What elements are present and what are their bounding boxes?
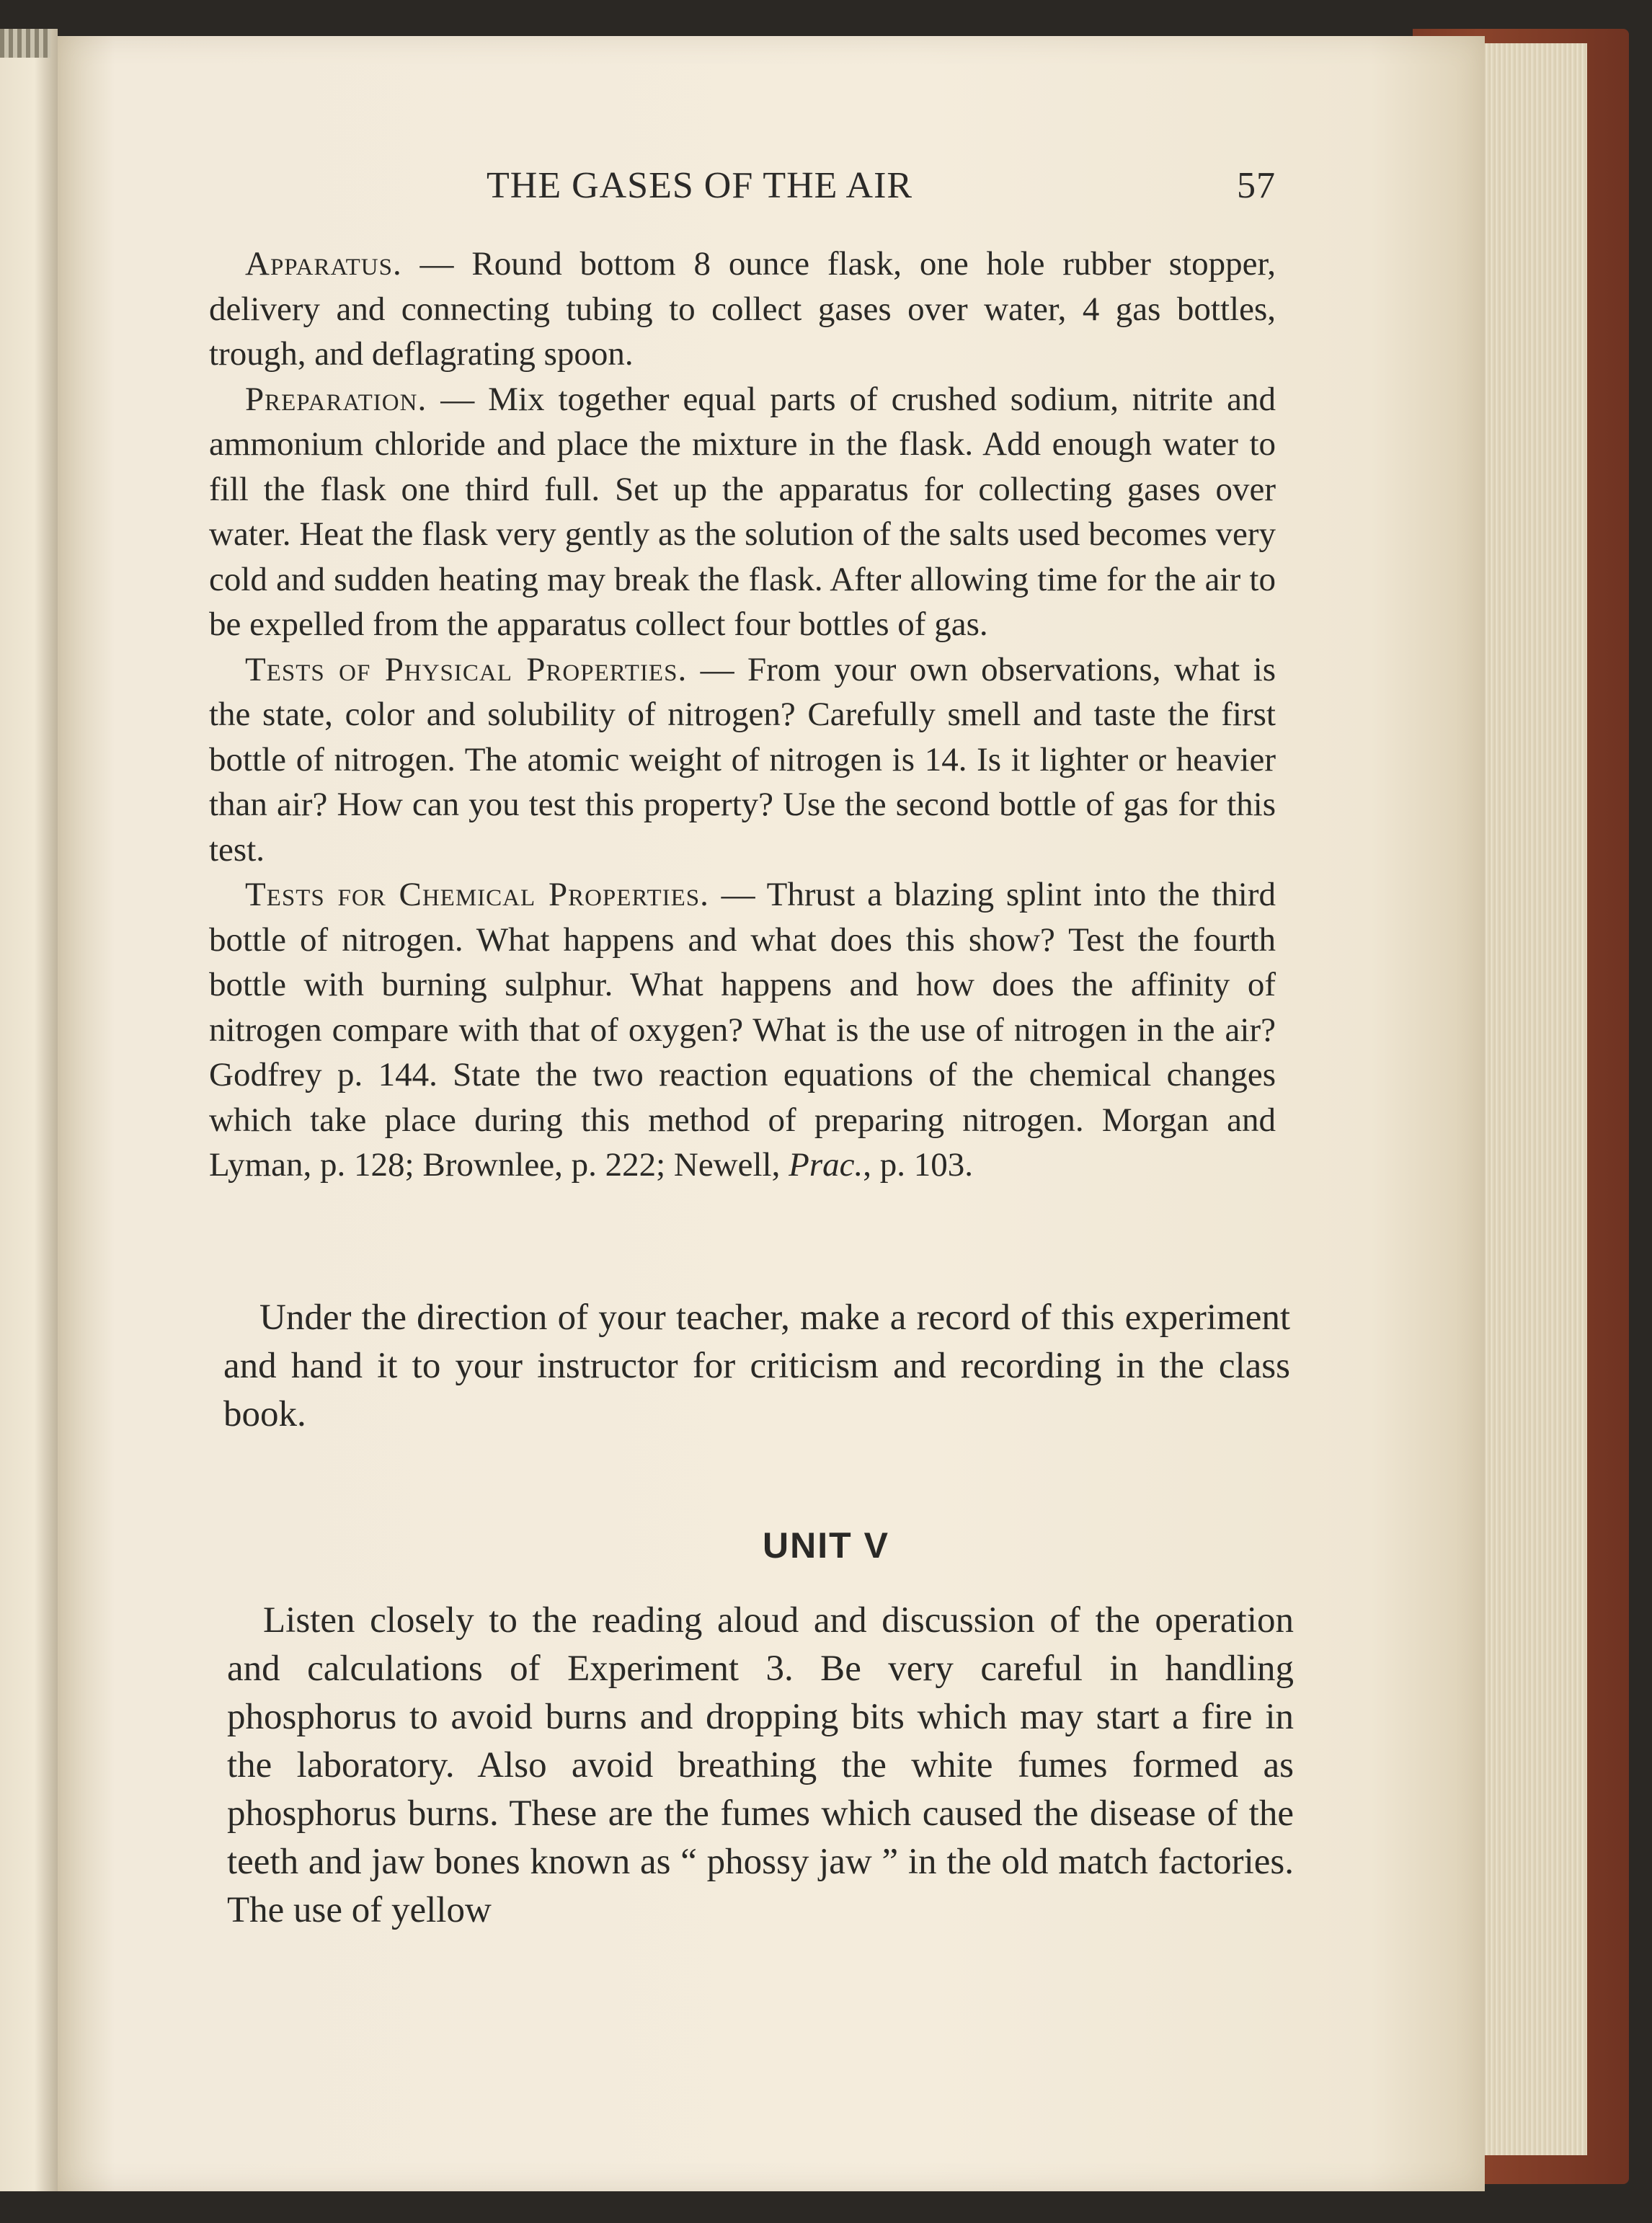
chemical-properties-text-end: , p. 103.: [863, 1146, 973, 1184]
apparatus-paragraph: [209, 241, 1276, 377]
binding-band: [0, 29, 50, 58]
left-page-edge: [0, 29, 58, 2191]
apparatus-label: Apparatus.: [245, 245, 402, 283]
page-number: 57: [1237, 165, 1276, 206]
record-instruction: Under the direction of your teacher, make a record of this experiment and hand it to your instructor for criticism and recording in the class book.: [223, 1297, 1290, 1434]
record-instruction-block: [223, 1294, 1290, 1439]
physical-properties-paragraph: [209, 647, 1276, 873]
chemical-properties-paragraph: [209, 872, 1276, 1188]
preparation-paragraph: [209, 377, 1276, 647]
page-stack-edge: [1470, 43, 1587, 2155]
running-title: THE GASES OF THE AIR: [487, 165, 913, 206]
apparatus-text: — Round bottom 8 ounce flask, one hole rubber stopper, delivery and connecting tubing to collect gases over water, 4 gas bottles, trough, and deflagrating spoon.: [209, 245, 1276, 373]
physical-properties-label: Tests of Physical Properties.: [245, 650, 688, 688]
preparation-text: — Mix together equal parts of crushed sodium, nitrite and ammonium chloride and place the mixture in the flask. Add enough water to fill the flask one third full. Set up the apparatus for collecting gases over water. Heat the flask very gently as the solution of the salts used becomes very cold and sudden heating may break the flask. After allowing time for the air to be expelled from the apparatus collect four bottles of gas.: [209, 380, 1276, 643]
unit-text: Listen closely to the reading aloud and discussion of the operation and calculations of Experiment 3. Be very careful in handling phosphorus to avoid burns and dropping bits which may start a fire in the laboratory. Also avoid breathing the white fumes formed as phosphorus burns. These are the fumes which caused the disease of the teeth and jaw bones known as “ phossy jaw ” in the old match factories. The use of yellow: [227, 1600, 1294, 1930]
unit-heading: UNIT V: [763, 1525, 889, 1566]
chemical-properties-italic: Prac.: [789, 1146, 863, 1184]
physical-properties-text: — From your own observations, what is the state, color and solubility of nitrogen? Carefully smell and taste the first bottle of nitrogen. The atomic weight of nitrogen is 14. Is it lighter or heavier than air? How can you test this property? Use the second bottle of gas for this test.: [209, 650, 1276, 869]
chemical-properties-label: Tests for Chemical Properties.: [245, 876, 709, 913]
chemical-properties-text: — Thrust a blazing splint into the third bottle of nitrogen. What happens and what does this show? Test the fourth bottle with burning sulphur. What happens and how does the affinity of nitrogen compare with that of oxygen? What is the use of nitrogen in the air? Godfrey p. 144. State the two reaction equations of the chemical changes which take place during this method of preparing nitrogen. Morgan and Lyman, p. 128; Brownlee, p. 222; Newell,: [209, 876, 1276, 1184]
experiment-body: [209, 241, 1276, 1188]
unit-text-block: [227, 1597, 1294, 1935]
preparation-label: Preparation.: [245, 380, 427, 418]
